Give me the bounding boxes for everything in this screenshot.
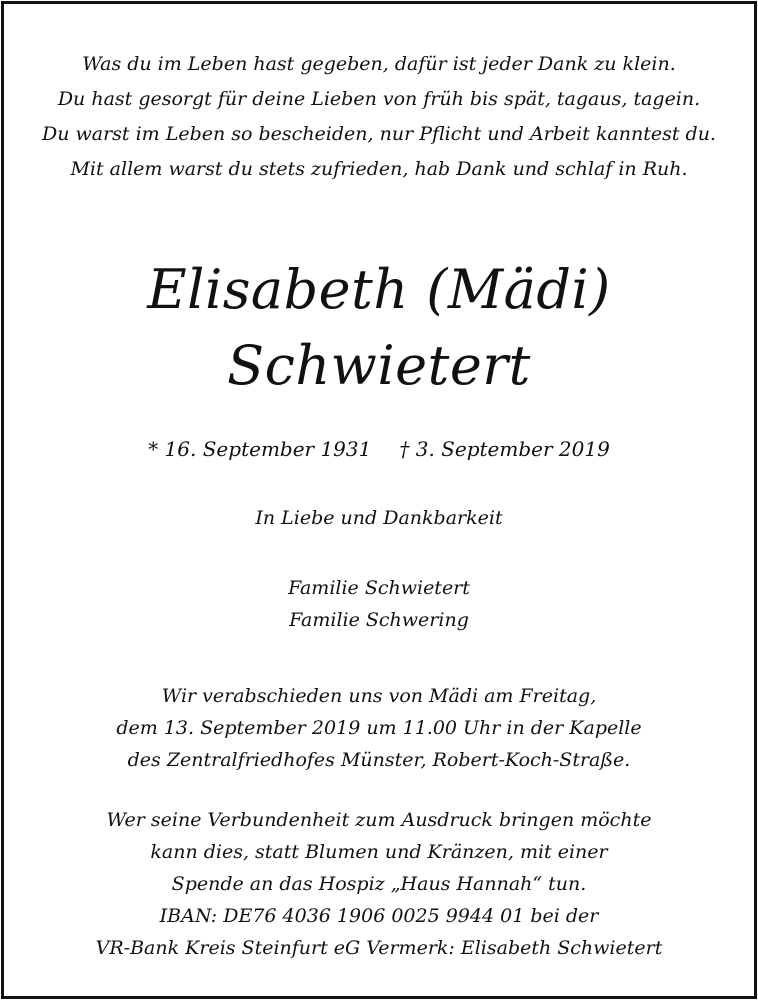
life-dates [4,434,754,464]
family-name: Familie Schwering [289,609,469,631]
obituary-notice [1,1,757,999]
funeral-details [4,680,754,776]
deceased-name-last: Schwietert [227,334,531,397]
mourning-families [4,572,754,636]
deceased-name-first: Elisabeth (Mädi) [147,258,611,321]
donation-line: Spende an das Hospiz „Haus Hannah“ tun. [171,873,587,895]
verse-line: Du warst im Leben so bescheiden, nur Pflicht und Arbeit kanntest du. [42,123,716,145]
donation-request [4,804,754,964]
birth-date: * 16. September 1931 [148,437,372,461]
donation-bank: VR-Bank Kreis Steinfurt eG Vermerk: Elisabeth Schwietert [95,937,663,959]
death-date: † 3. September 2019 [399,437,610,461]
memorial-verse [4,47,754,187]
deceased-name [4,252,754,404]
dedication: In Liebe und Dankbarkeit [255,507,503,529]
family-name: Familie Schwietert [288,577,470,599]
verse-line: Mit allem warst du stets zufrieden, hab Dank und schlaf in Ruh. [70,158,688,180]
donation-line: kann dies, statt Blumen und Kränzen, mit einer [150,841,608,863]
funeral-line: dem 13. September 2019 um 11.00 Uhr in der Kapelle [116,717,642,739]
funeral-line: des Zentralfriedhofes Münster, Robert-Koch-Straße. [127,749,631,771]
verse-line: Was du im Leben hast gegeben, dafür ist jeder Dank zu klein. [82,53,676,75]
donation-line: Wer seine Verbundenheit zum Ausdruck bringen möchte [106,809,652,831]
donation-iban: IBAN: DE76 4036 1906 0025 9944 01 bei der [159,905,599,927]
funeral-line: Wir verabschieden uns von Mädi am Freitag, [161,685,597,707]
verse-line: Du hast gesorgt für deine Lieben von früh bis spät, tagaus, tagein. [57,88,701,110]
